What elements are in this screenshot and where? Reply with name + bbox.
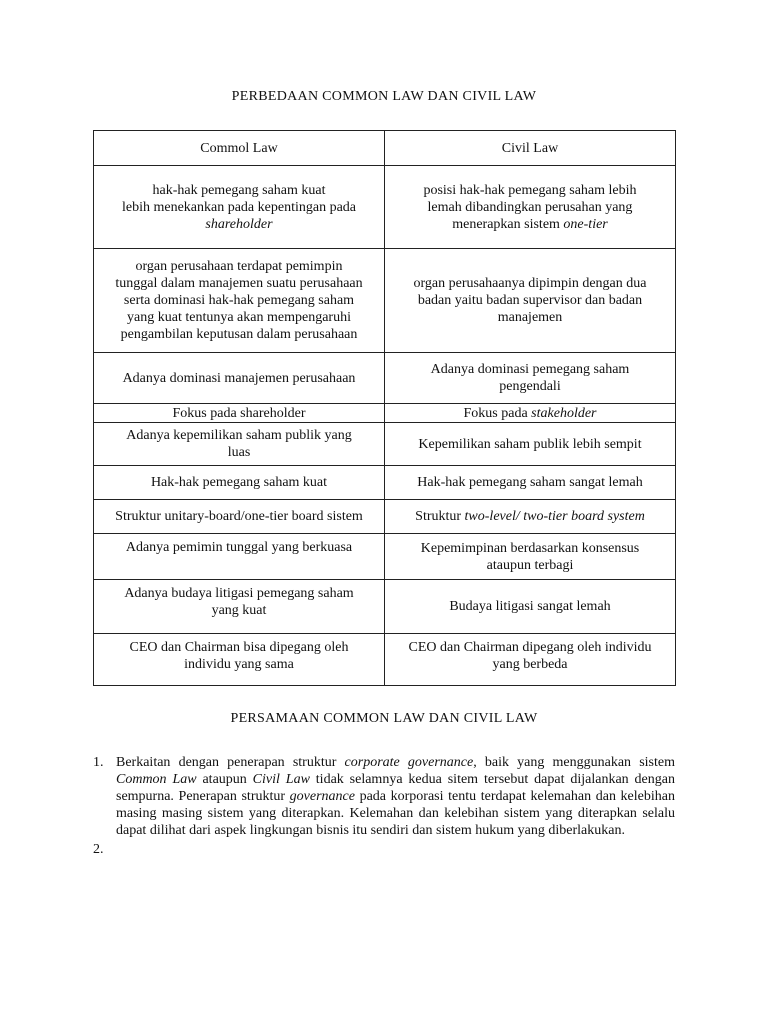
list-number: 2. [93,842,104,857]
cell-text: pengambilan keputusan dalam perusahaan [120,327,358,342]
cell-text: Adanya pemimin tunggal yang berkuasa [125,540,353,555]
cell-common-law [94,353,385,404]
cell-civil-law [385,404,676,423]
cell-common-law [94,423,385,466]
table-row [94,580,676,634]
text-run: tidak selamnya kedua sitem tersebut dapat dijalankan dengan sempurna. Penerapan struktur [116,772,675,804]
title-similarities: PERSAMAAN COMMON LAW DAN CIVIL LAW [230,711,538,726]
cell-text: serta dominasi hak-hak pemegang saham [123,293,355,308]
table-row [94,166,676,249]
cell-text: badan yaitu badan supervisor dan badan [417,293,643,308]
cell-common-law [94,580,385,634]
cell-text: luas [227,445,251,460]
cell-text: Adanya dominasi manajemen perusahaan [122,370,356,386]
cell-text: Budaya litigasi sangat lemah [449,599,611,614]
cell-civil-law [385,534,676,580]
similarities-list [93,754,675,858]
cell-text: manajemen [497,310,563,325]
cell-common-law [94,634,385,686]
list-item-text [116,841,675,858]
cell-text: yang kuat tentunya akan mempengaruhi [127,310,351,325]
cell-text-italic: stakeholder [531,405,597,421]
cell-text: hak-hak pemegang saham kuat [152,182,326,198]
cell-text: menerapkan sistem [452,216,564,232]
list-item [93,754,675,839]
cell-text: organ perusahaan terdapat pemimpin [135,259,343,274]
cell-civil-law [385,466,676,500]
text-run: , baik yang menggunakan sistem [473,755,675,770]
text-run: Berkaitan dengan penerapan struktur [116,755,345,770]
table-row [94,466,676,500]
cell-common-law [94,500,385,534]
table-header-row [94,131,676,166]
table-row [94,634,676,686]
cell-civil-law [385,634,676,686]
list-number: 1. [93,755,104,770]
table-row [94,249,676,353]
comparison-table [93,130,676,686]
cell-text: Fokus pada [463,405,532,421]
cell-text: Struktur unitary-board/one-tier board sistem [115,509,363,524]
cell-text: Struktur [415,509,465,524]
cell-common-law [94,466,385,500]
cell-text: yang berbeda [492,657,568,672]
cell-text: organ perusahaanya dipimpin dengan dua [413,276,647,291]
cell-common-law [94,404,385,423]
text-run-italic: governance [289,789,355,804]
text-run: pada korporasi tentu terdapat kelemahan dan kelebihan masing masing sistem yang diterapkan. Kelemahan dan kelebihan sistem yang diterapkan selalu dapat dilihat dari aspek lingkungan bisnis itu sendiri dan sistem hukum yang diberlakukan. [116,789,675,838]
cell-text: lemah dibandingkan perusahan yang [427,199,633,215]
cell-civil-law [385,580,676,634]
cell-text: Kepemilikan saham publik lebih sempit [418,436,642,452]
table-row [94,534,676,580]
cell-civil-law [385,353,676,404]
cell-civil-law [385,500,676,534]
cell-text: CEO dan Chairman bisa dipegang oleh [129,640,349,655]
cell-text: Hak-hak pemegang saham sangat lemah [417,475,643,490]
cell-text: Adanya budaya litigasi pemegang saham [124,586,354,601]
cell-text: posisi hak-hak pemegang saham lebih [423,182,637,198]
header-common-law: Commol Law [94,131,385,166]
cell-civil-law [385,249,676,353]
cell-text-italic: shareholder [205,216,273,232]
table-row [94,423,676,466]
list-item [93,841,675,858]
cell-text: lebih menekankan pada kepentingan pada [121,199,356,215]
cell-common-law [94,166,385,249]
table-row [94,500,676,534]
cell-text-italic: one-tier [563,216,608,232]
cell-text: individu yang sama [184,657,294,672]
cell-text-italic: two-level/ two-tier board system [464,509,645,524]
header-civil-law: Civil Law [385,131,676,166]
cell-text: Adanya kepemilikan saham publik yang [126,428,352,443]
table-row [94,404,676,423]
cell-text: tunggal dalam manajemen suatu perusahaan [115,276,363,291]
text-run-italic: Common Law [116,772,197,787]
text-run-italic: corporate governance [344,755,474,770]
cell-text: yang kuat [211,603,267,618]
text-run-italic: Civil Law [252,772,310,787]
table-row [94,353,676,404]
cell-text: Adanya dominasi pemegang saham [430,362,630,377]
cell-text: ataupun terbagi [486,557,574,573]
cell-civil-law [385,423,676,466]
cell-text: Kepemimpinan berdasarkan konsensus [420,540,640,556]
cell-text: Hak-hak pemegang saham kuat [150,475,328,490]
title-differences: PERBEDAAN COMMON LAW DAN CIVIL LAW [231,89,537,104]
cell-common-law [94,534,385,580]
cell-common-law [94,249,385,353]
cell-text: pengendali [499,379,561,394]
cell-civil-law [385,166,676,249]
list-item-text [116,754,675,839]
text-run: ataupun [196,772,253,787]
cell-text: Fokus pada shareholder [172,405,306,421]
cell-text: CEO dan Chairman dipegang oleh individu [408,640,652,655]
